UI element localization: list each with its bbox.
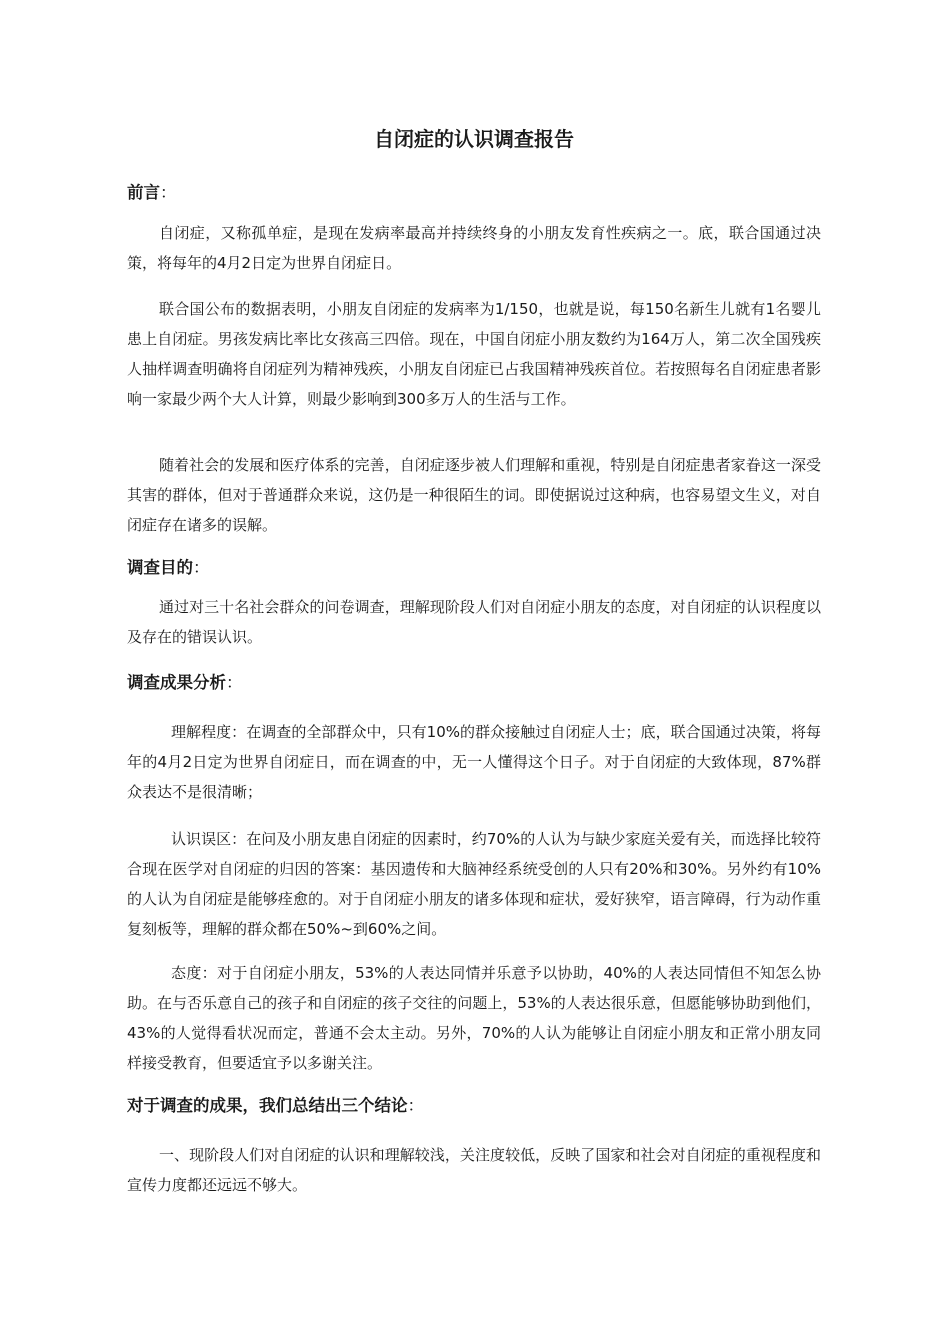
heading-text: 调查成果分析: [127, 673, 226, 692]
preface-paragraph-2: 联合国公布的数据表明，小朋友自闭症的发病率为1/150，也就是说，每150名新生儿就有1名婴儿患上自闭症。男孩发病比率比女孩高三四倍。现在，中国自闭症小朋友数约为164万人，第二次全国残疾人抽样调查明确将自闭症列为精神残疾，小朋友自闭症已占我国精神残疾首位。若按照每名自闭症患者影响一家最少两个大人计算，则最少影响到300多万人的生活与工作。: [127, 300, 821, 408]
section-heading-preface: [127, 180, 177, 206]
heading-colon: ：: [193, 558, 210, 577]
preface-paragraph-1: 自闭症，又称孤单症，是现在发病率最高并持续终身的小朋友发育性疾病之一。底，联合国通过决策，将每年的4月2日定为世界自闭症日。: [127, 224, 821, 272]
heading-colon: ：: [407, 1096, 424, 1115]
heading-text: 前言: [127, 183, 160, 202]
document-title: 自闭症的认识调查报告: [374, 127, 574, 151]
heading-text: 调查目的: [127, 558, 193, 577]
heading-text: 对于调查的成果，我们总结出三个结论: [127, 1096, 408, 1115]
analysis-paragraph-1: 理解程度：在调查的全部群众中，只有10%的群众接触过自闭症人士；底，联合国通过决策，将每年的4月2日定为世界自闭症日，而在调查的中，无一人懂得这个日子。对于自闭症的大致体现，87%群众表达不是很清晰；: [127, 723, 821, 801]
purpose-paragraph-1: 通过对三十名社会群众的问卷调查，理解现阶段人们对自闭症小朋友的态度，对自闭症的认识程度以及存在的错误认识。: [127, 598, 821, 646]
heading-colon: ：: [160, 183, 177, 202]
analysis-paragraph-3: 态度：对于自闭症小朋友，53%的人表达同情并乐意予以协助，40%的人表达同情但不知怎么协助。在与否乐意自己的孩子和自闭症的孩子交往的问题上，53%的人表达很乐意，但愿能够协助到他们，43%的人觉得看状况而定，普通不会太主动。另外，70%的人认为能够让自闭症小朋友和正常小朋友同样接受教育，但要适宜予以多谢关注。: [127, 964, 821, 1072]
heading-colon: ：: [226, 673, 243, 692]
analysis-paragraph-2: 认识误区：在问及小朋友患自闭症的因素时，约70%的人认为与缺少家庭关爱有关，而选择比较符合现在医学对自闭症的归因的答案：基因遗传和大脑神经系统受创的人只有20%和30%。另外约有10%的人认为自闭症是能够痊愈的。对于自闭症小朋友的诸多体现和症状，爱好狭窄，语言障碍，行为动作重复刻板等，理解的群众都在50%~到60%之间。: [127, 830, 821, 938]
preface-paragraph-3: 随着社会的发展和医疗体系的完善，自闭症逐步被人们理解和重视，特别是自闭症患者家眷这一深受其害的群体，但对于普通群众来说，这仍是一种很陌生的词。即使据说过这种病，也容易望文生义，对自闭症存在诸多的误解。: [127, 456, 821, 534]
section-heading-purpose: [127, 555, 210, 581]
conclusion-paragraph-1: 一、现阶段人们对自闭症的认识和理解较浅，关注度较低，反映了国家和社会对自闭症的重视程度和宣传力度都还远远不够大。: [127, 1146, 821, 1194]
section-heading-conclusion: [127, 1093, 424, 1119]
section-heading-analysis: [127, 670, 243, 696]
